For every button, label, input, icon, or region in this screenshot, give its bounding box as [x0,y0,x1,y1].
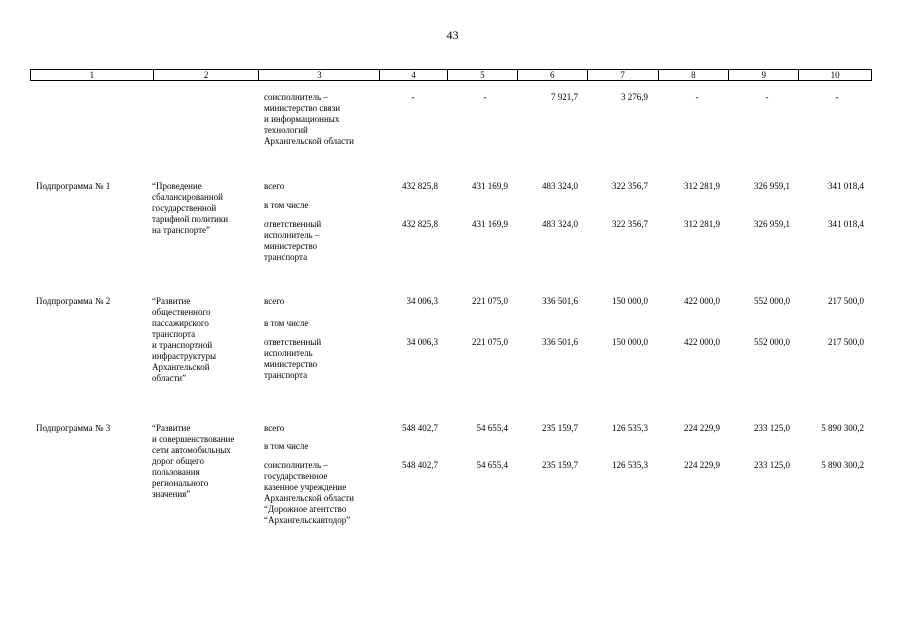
coexec-col-6: 235 159,7 [542,460,578,470]
coexec-col-8: 224 229,9 [684,460,720,470]
header-col-5: 5 [447,70,517,80]
header-col-9: 9 [728,70,798,80]
resp-col-4: 34 006,3 [406,337,438,347]
total-col-6: 483 324,0 [542,181,578,191]
resp-col-4: 432 825,8 [402,219,438,229]
resp-col-6: 483 324,0 [542,219,578,229]
coexec-col-7: 126 535,3 [612,460,648,470]
total-col-10: 341 018,4 [828,181,864,191]
resp-col-8: 312 281,9 [684,219,720,229]
total-col-6: 336 501,6 [542,296,578,306]
subprogram-number: Подпрограмма № 3 [36,423,111,433]
row-label: соисполнитель – министерство связи и информационных технологий Архангельской области [264,92,354,146]
header-col-2: 2 [153,70,259,80]
total-col-8: 224 229,9 [684,423,720,433]
value-col-8: - [695,92,699,102]
table-header-row [30,69,872,81]
total-col-8: 422 000,0 [684,296,720,306]
responsible-label: ответственный исполнитель – министерство транспорта [264,219,322,262]
total-col-8: 312 281,9 [684,181,720,191]
total-col-5: 431 169,9 [472,181,508,191]
total-col-5: 221 075,0 [472,296,508,306]
total-col-4: 432 825,8 [402,181,438,191]
resp-col-7: 150 000,0 [612,337,648,347]
total-col-4: 548 402,7 [402,423,438,433]
header-col-4: 4 [379,70,447,80]
including-label: в том числе [264,441,309,451]
page-number: 43 [446,28,459,42]
resp-col-7: 322 356,7 [612,219,648,229]
subprogram-name: “Развитие общественного пассажирского транспорта и транспортной инфраструктуры Архангельской области” [152,296,216,383]
including-label: в том числе [264,318,309,328]
subprogram-number: Подпрограмма № 2 [36,296,111,306]
resp-col-5: 431 169,9 [472,219,508,229]
total-label: всего [264,181,285,191]
value-col-4: - [411,92,415,102]
value-col-9: - [765,92,769,102]
header-col-7: 7 [587,70,658,80]
resp-col-10: 341 018,4 [828,219,864,229]
value-col-6: 7 921,7 [551,92,578,102]
total-col-10: 217 500,0 [828,296,864,306]
subprogram-name: “Развитие и совершенствование сети автомобильных дорог общего пользования регионального значения” [152,423,235,499]
including-label: в том числе [264,200,309,210]
value-col-7: 3 276,9 [621,92,648,102]
coexec-col-9: 233 125,0 [754,460,790,470]
resp-col-9: 552 000,0 [754,337,790,347]
total-label: всего [264,296,285,306]
resp-col-6: 336 501,6 [542,337,578,347]
value-col-10: - [835,92,839,102]
resp-col-9: 326 959,1 [754,219,790,229]
subprogram-name: “Проведение сбалансированной государственной тарифной политики на транспорте” [152,181,229,235]
total-col-9: 552 000,0 [754,296,790,306]
coexec-col-10: 5 890 300,2 [821,460,864,470]
total-col-4: 34 006,3 [406,296,438,306]
total-col-7: 150 000,0 [612,296,648,306]
total-col-6: 235 159,7 [542,423,578,433]
header-col-1: 1 [89,70,95,80]
total-col-5: 54 655,4 [476,423,508,433]
total-col-7: 322 356,7 [612,181,648,191]
value-col-5: - [483,92,487,102]
header-col-6: 6 [517,70,587,80]
resp-col-10: 217 500,0 [828,337,864,347]
total-label: всего [264,423,285,433]
resp-col-5: 221 075,0 [472,337,508,347]
header-col-8: 8 [658,70,729,80]
total-col-9: 233 125,0 [754,423,790,433]
header-col-3: 3 [258,70,379,80]
total-col-9: 326 959,1 [754,181,790,191]
coexecutor-label: соисполнитель – государственное казенное учреждение Архангельской области “Дорожное агентство “Архангельскавтодор” [264,460,354,525]
subprogram-number: Подпрограмма № 1 [36,181,111,191]
responsible-label: ответственный исполнитель министерство транспорта [264,337,322,380]
total-col-10: 5 890 300,2 [821,423,864,433]
coexec-col-5: 54 655,4 [476,460,508,470]
total-col-7: 126 535,3 [612,423,648,433]
coexec-col-4: 548 402,7 [402,460,438,470]
header-col-10: 10 [798,70,871,80]
resp-col-8: 422 000,0 [684,337,720,347]
